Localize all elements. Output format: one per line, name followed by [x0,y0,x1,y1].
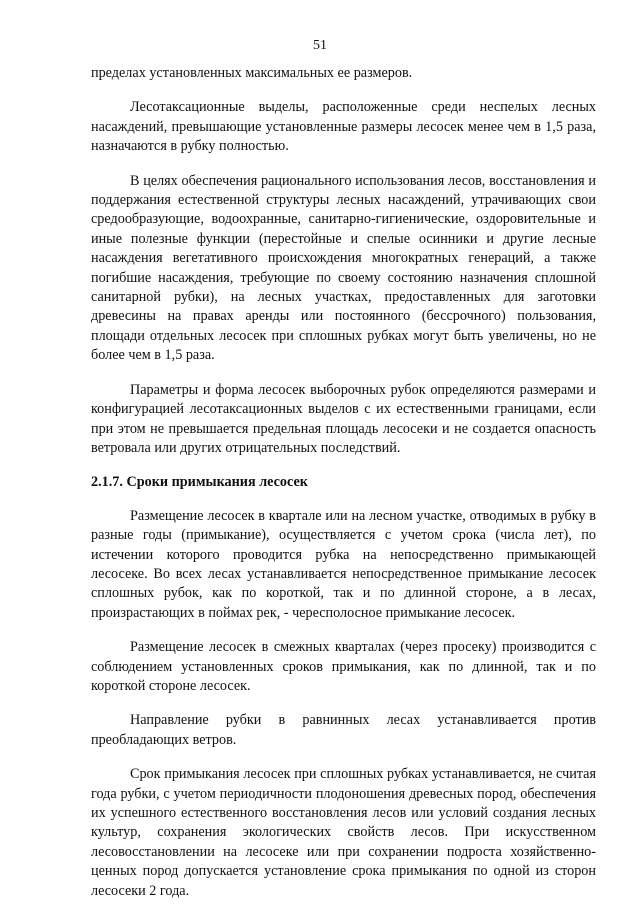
paragraph: В целях обеспечения рационального использования лесов, восстановления и поддержания естественной структуры лесных насаждений, утрачивающих свои средообразующие, водоохранные, санитарно-гигиенические, оздоровительные и иные полезные функции (перестойные и спелые осинники и другие лесные насаждения вегетативного происхождения многократных генераций, а также погибшие насаждения, требующие по своему состоянию назначения сплошной санитарной рубки), на лесных участках, предоставленных для заготовки древесины на правах аренды или постоянного (бессрочного) пользования, площади отдельных лесосек при сплошных рубках могут быть увеличены, но не более чем в 1,5 раза. [91,172,596,364]
paragraph: Размещение лесосек в смежных кварталах (через просеку) производится с соблюдением установленных сроков примыкания, как по длинной, так и по короткой стороне лесосек. [91,639,596,694]
paragraph-continuation: пределах установленных максимальных ее размеров. [91,65,413,81]
paragraph: Размещение лесосек в квартале или на лесном участке, отводимых в рубку в разные годы (примыкание), осуществляется с учетом срока (числа лет), по истечении которого проводится рубка на непосредственно примыкающей лесосеке. Во всех лесах устанавливается непосредственное примыкание лесосек сплошных рубок, как по короткой, так и по длинной стороне, а в лесах, произрастающих в поймах рек, - чересполосное примыкание лесосек. [91,507,596,621]
paragraph: Параметры и форма лесосек выборочных рубок определяются размерами и конфигурацией лесотаксационных выделов с их естественными границами, если при этом не превышается предельная площадь лесосеки и не создается опасность ветровала или других отрицательных последствий. [91,381,596,456]
section-heading: 2.1.7. Сроки примыкания лесосек [91,474,308,491]
paragraph: Срок примыкания лесосек при сплошных рубках устанавливается, не считая года рубки, с учетом периодичности плодоношения древесных пород, обеспечения их успешного естественного восстановления лесов или условий создания лесных культур, сохранения экологических свойств лесов. При искусственном лесовосстановлении на лесосеке или при сохранении подроста хозяйственно-ценных пород допускается установление срока примыкания по одной из сторон лесосеки 2 года. [91,766,596,899]
page-number: 51 [313,38,327,53]
paragraph: Направление рубки в равнинных лесах устанавливается против преобладающих ветров. [91,712,596,748]
paragraph: Лесотаксационные выделы, расположенные среди неспелых лесных насаждений, превышающие установленные размеры лесосек менее чем в 1,5 раза, назначаются в рубку полностью. [91,99,596,155]
page-content [91,64,596,916]
